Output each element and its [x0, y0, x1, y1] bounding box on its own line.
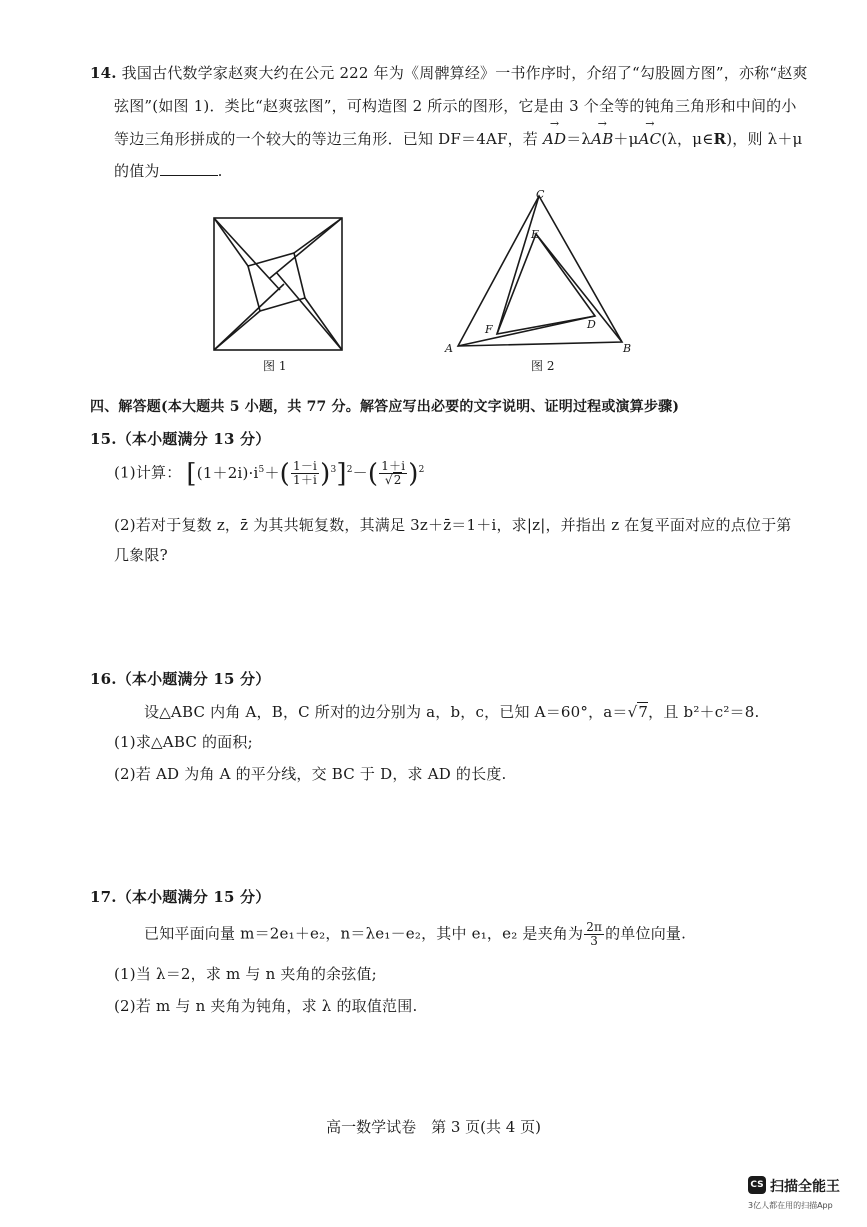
q15-part1: (1)计算： [$(1+2i)\cdot i^5+$( $\frac{1-i}{1+i}$ )$^3$]$^2$－( $\frac{1+i}{√2}$ )$^2$ [114, 458, 425, 489]
q14-line2: 弦图”(如图 1)．类比“赵爽弦图”，可构造图 2 所示的图形，它是由 3 个全等的钝角三角形和中间的小 [114, 97, 797, 115]
figure-1-caption: 图 1 [263, 359, 287, 373]
q14-vector-equation: → AD＝λ→ AB＋μ→ AC(λ，μ∈R)，则 λ＋μ [543, 130, 803, 148]
q15-part2-line1: (2)若对于复数 z，z̄ 为其共轭复数，其满足 3z＋z̄＝1＋i，求|z|，并指出 z 在复平面对应的点位于第 [114, 516, 792, 534]
q17-intro: 已知平面向量 m＝2e₁＋e₂，n＝λe₁－e₂，其中 e₁，e₂ 是夹角为 $\frac{2\pi}{3}$ 的单位向量. [144, 920, 687, 949]
figure-1-zhao-shuang-diagram [208, 212, 348, 354]
q15-part2-line2: 几象限? [114, 546, 168, 564]
q16-part2: (2)若 AD 为角 A 的平分线，交 BC 于 D，求 AD 的长度. [114, 765, 507, 783]
logo-subtitle: 3亿人都在用的扫描App [748, 1201, 833, 1210]
q17-part2: (2)若 m 与 n 夹角为钝角，求 λ 的取值范围. [114, 997, 418, 1015]
section-heading: 四、解答题(本大题共 5 小题，共 77 分。解答应写出必要的文字说明、证明过程或演算步骤) [90, 399, 680, 415]
q15-heading: 15.（本小题满分 13 分） [90, 430, 271, 448]
cs-logo-icon: CS [748, 1176, 766, 1194]
figure-2-caption: 图 2 [531, 359, 555, 373]
answer-blank [160, 175, 218, 176]
outer-triangle [458, 196, 622, 346]
logo-name: 扫描全能王 [770, 1179, 840, 1195]
label-D: D [587, 318, 596, 331]
q14-number: 14. [90, 64, 117, 82]
q16-part1: (1)求△ABC 的面积; [114, 733, 253, 751]
extension-lines [458, 196, 622, 346]
figure-2-triangle-diagram [440, 186, 640, 356]
label-B: B [623, 342, 632, 355]
q16-heading: 16.（本小题满分 15 分） [90, 670, 271, 688]
q17-heading: 17.（本小题满分 15 分） [90, 888, 271, 906]
q16-intro: 设△ABC 内角 A，B，C 所对的边分别为 a，b，c，已知 A＝60°，a＝√7，且 b²＋c²＝8. [144, 703, 760, 721]
q14-line1: 14. 我国古代数学家赵爽大约在公元 222 年为《周髀算经》一书作序时，介绍了“勾股圆方图”，亦称“赵爽 [90, 64, 808, 82]
label-C: C [536, 188, 545, 201]
q14-line3: 等边三角形拼成的一个较大的等边三角形．已知 DF＝4AF，若 → AD＝λ→ AB＋μ→ AC(λ，μ∈R)，则 λ＋μ [114, 128, 802, 149]
page-footer: 高一数学试卷 第 3 页(共 4 页) [326, 1118, 541, 1136]
label-A: A [445, 342, 453, 355]
label-E: E [531, 228, 540, 241]
inner-square [248, 253, 305, 311]
label-F: F [485, 323, 493, 336]
q15-expression: [$(1+2i)\cdot i^5+$( $\frac{1-i}{1+i}$ )$^3$]$^2$－( $\frac{1+i}{√2}$ )$^2$ [186, 458, 425, 489]
inner-lines [214, 218, 342, 350]
q17-part1: (1)当 λ＝2，求 m 与 n 夹角的余弦值; [114, 965, 377, 983]
q14-line4: 的值为 . [114, 162, 223, 180]
